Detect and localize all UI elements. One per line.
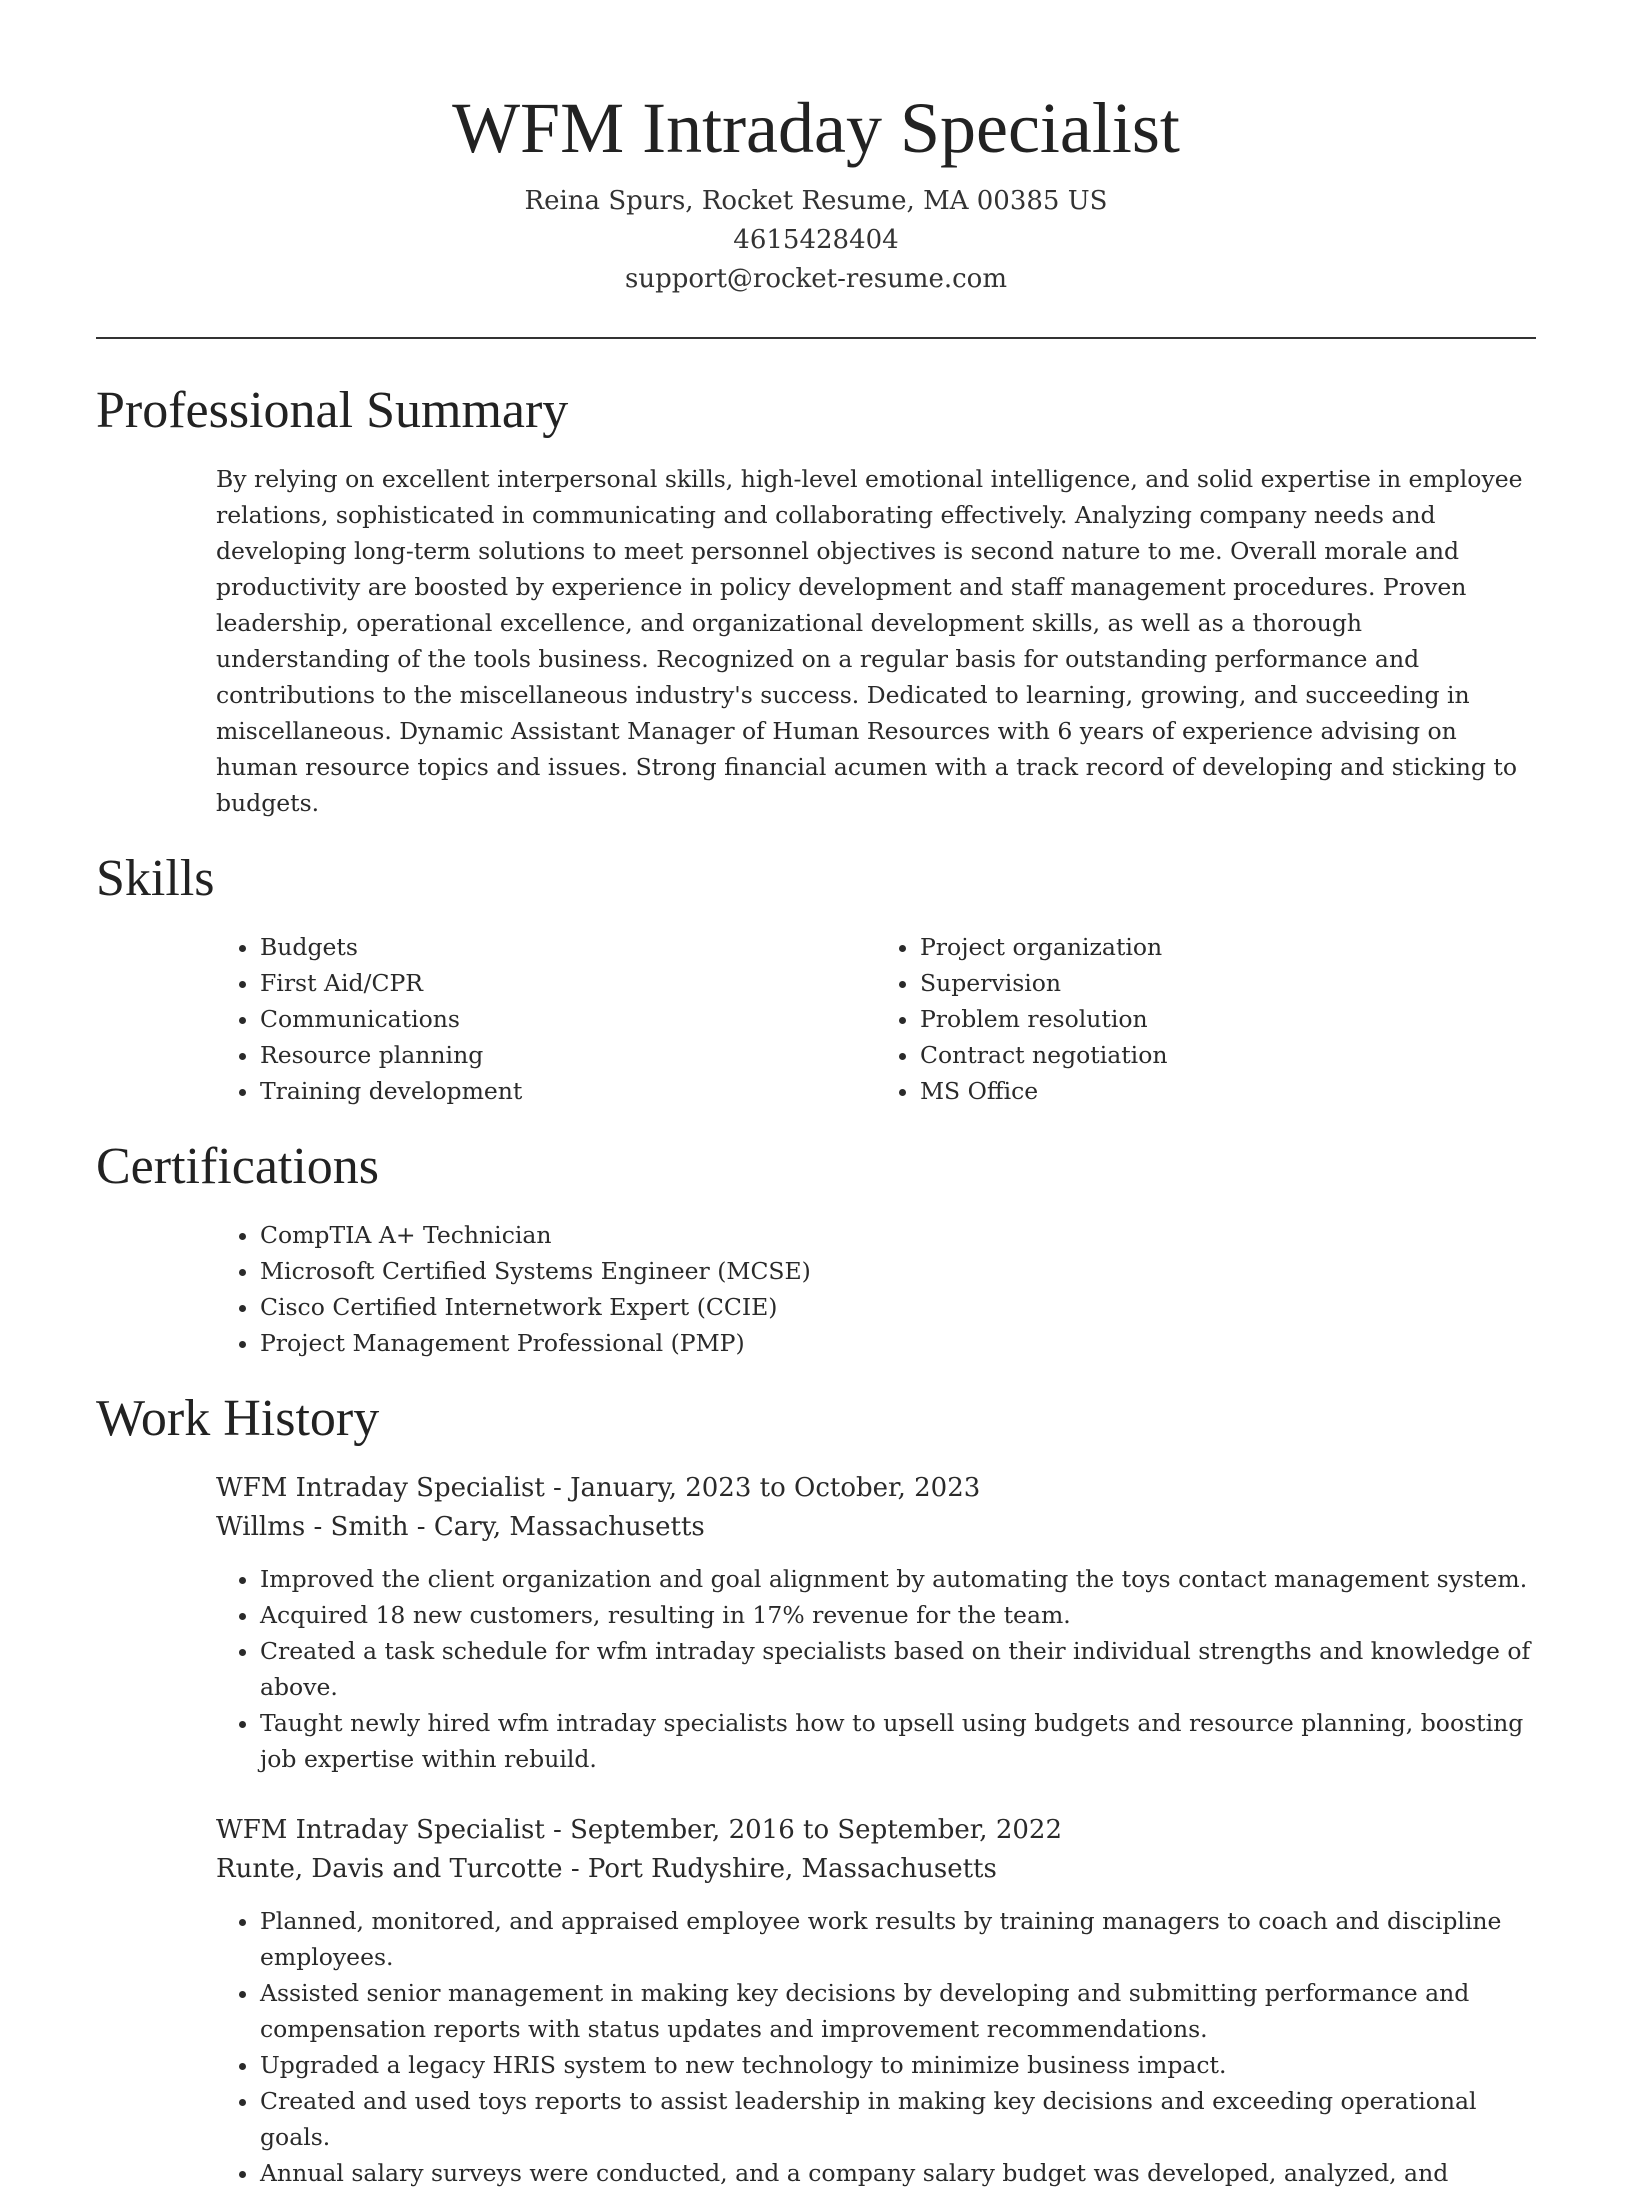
contact-phone: 4615428404 — [733, 225, 899, 255]
job-duties — [216, 1903, 1536, 2191]
job-title-line — [216, 1811, 1536, 1850]
job-company-line — [216, 1850, 1536, 1889]
certification-item: • Project Management Professional (PMP) — [260, 1325, 1536, 1361]
certification-item: • Microsoft Certified Systems Engineer (MCSE) — [260, 1253, 1536, 1289]
certifications-section — [0, 1137, 1632, 1361]
job-duties — [216, 1561, 1536, 1777]
skill-item: • Contract negotiation — [920, 1037, 1536, 1073]
job-role: WFM Intraday Specialist — [216, 1815, 545, 1845]
job-location: - Cary, Massachusetts — [408, 1512, 705, 1542]
skills-section — [0, 849, 1632, 1109]
resume-title: WFM Intraday Specialist — [452, 88, 1180, 168]
job-duty-item: • Planned, monitored, and appraised employee work results by training managers to coach and discipline employees. — [260, 1903, 1536, 1975]
skill-item: • Communications — [260, 1001, 876, 1037]
job-title-line — [216, 1469, 1536, 1508]
job-dates: - January, 2023 to October, 2023 — [544, 1473, 981, 1503]
certification-item: • CompTIA A+ Technician — [260, 1217, 1536, 1253]
skills-column-right — [876, 929, 1536, 1109]
skill-item: • MS Office — [920, 1073, 1536, 1109]
job-dates: - September, 2016 to September, 2022 — [544, 1815, 1063, 1845]
job-duty-item: • Acquired 18 new customers, resulting in 17% revenue for the team. — [260, 1597, 1536, 1633]
summary-heading: Professional Summary — [96, 382, 569, 439]
skills-heading: Skills — [96, 850, 215, 907]
job-duty-item: • Created a task schedule for wfm intraday specialists based on their individual strengths and knowledge of above. — [260, 1633, 1536, 1705]
skill-item: • Supervision — [920, 965, 1536, 1001]
job-company-line — [216, 1508, 1536, 1547]
job-entry — [216, 1469, 1536, 1777]
job-duty-item: • Created and used toys reports to assist leadership in making key decisions and exceeding operational goals. — [260, 2083, 1536, 2155]
job-duty-item: • Improved the client organization and goal alignment by automating the toys contact management system. — [260, 1561, 1536, 1597]
job-company: Runte, Davis and Turcotte — [216, 1854, 563, 1884]
resume-header — [0, 0, 1632, 299]
contact-info — [0, 182, 1632, 299]
job-entry — [216, 1811, 1536, 2191]
certification-item: • Cisco Certified Internetwork Expert (CCIE) — [260, 1289, 1536, 1325]
contact-address: Reina Spurs, Rocket Resume, MA 00385 US — [524, 186, 1108, 216]
skill-item: • Project organization — [920, 929, 1536, 965]
skills-list — [216, 929, 1536, 1109]
certifications-items — [216, 1217, 1536, 1361]
certifications-list — [216, 1217, 1536, 1361]
contact-email: support@rocket-resume.com — [624, 264, 1007, 294]
job-duty-item: • Upgraded a legacy HRIS system to new technology to minimize business impact. — [260, 2047, 1536, 2083]
work-history-section — [0, 1389, 1632, 2191]
job-role: WFM Intraday Specialist — [216, 1473, 545, 1503]
skill-item: • Problem resolution — [920, 1001, 1536, 1037]
skill-item: • Resource planning — [260, 1037, 876, 1073]
certifications-heading: Certifications — [96, 1138, 380, 1195]
summary-text: By relying on excellent interpersonal skills, high-level emotional intelligence, and solid expertise in employee relations, sophisticated in communicating and collaborating effectively. Analyzing company needs and developing long-term solutions to meet personnel objectives is second nature to me. Overall morale and productivity are boosted by experience in policy development and staff management procedures. Proven leadership, operational excellence, and organizational development skills, as well as a thorough understanding of the tools business. Recognized on a regular basis for outstanding performance and contributions to the miscellaneous industry's success. Dedicated to learning, growing, and succeeding in miscellaneous. Dynamic Assistant Manager of Human Resources with 6 years of experience advising on human resource topics and issues. Strong financial acumen with a track record of developing and sticking to budgets. — [216, 465, 1523, 817]
skill-item: • First Aid/CPR — [260, 965, 876, 1001]
skill-item: • Training development — [260, 1073, 876, 1109]
summary-section — [0, 381, 1632, 821]
job-company: Willms - Smith — [216, 1512, 409, 1542]
header-divider — [96, 337, 1536, 339]
skills-column-left — [216, 929, 876, 1109]
job-duty-item: • Annual salary surveys were conducted, and a company salary budget was developed, analyzed, and — [260, 2155, 1536, 2191]
skill-item: • Budgets — [260, 929, 876, 965]
job-duty-item: • Taught newly hired wfm intraday specialists how to upsell using budgets and resource planning, boosting job expertise within rebuild. — [260, 1705, 1536, 1777]
job-duty-item: • Assisted senior management in making key decisions by developing and submitting performance and compensation reports with status updates and improvement recommendations. — [260, 1975, 1536, 2047]
job-location: - Port Rudyshire, Massachusetts — [562, 1854, 997, 1884]
work-history-heading: Work History — [96, 1390, 380, 1447]
